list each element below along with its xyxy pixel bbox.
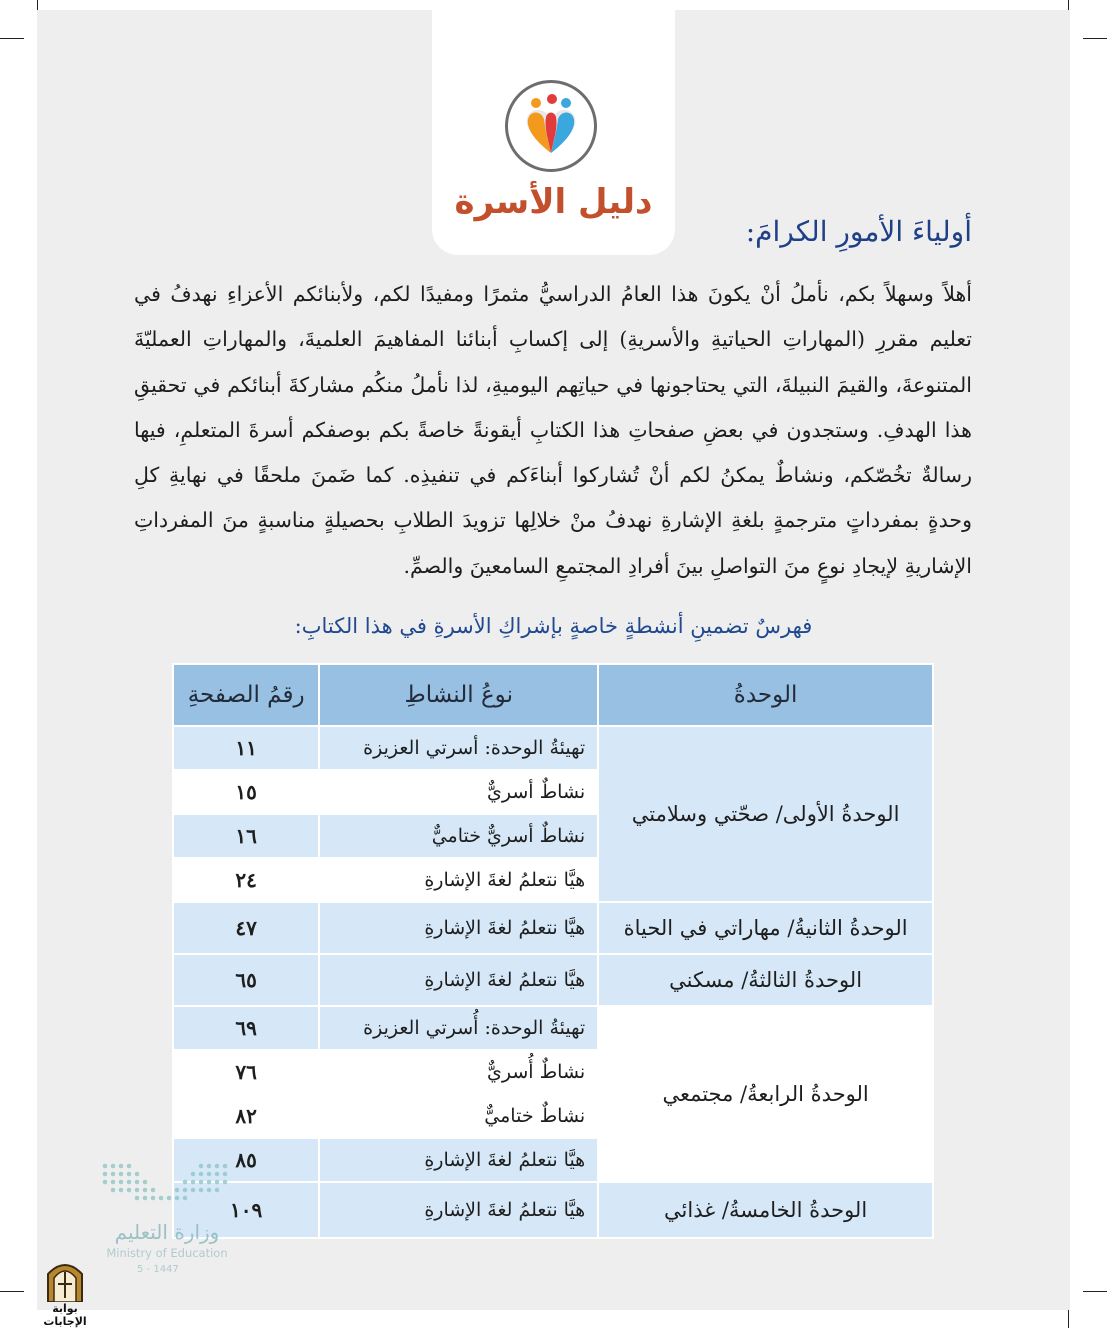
page-number: ٨٥	[173, 1138, 319, 1182]
activity-type: نشاطٌ أُسريٌّ	[319, 1050, 598, 1094]
activity-column-header: نوعُ النشاطِ	[319, 664, 598, 726]
activity-type: هيَّا نتعلمُ لغةَ الإشارةِ	[319, 1138, 598, 1182]
index-title: فهرسٌ تضمينِ أنشطةٍ خاصةٍ بإشراكِ الأسرةِ في هذا الكتابِ:	[294, 614, 813, 638]
table-row	[173, 902, 933, 954]
ministry-watermark	[97, 1160, 237, 1280]
family-hearts-icon	[505, 80, 597, 172]
unit-name: الوحدةُ الثالثةُ/ مسكني	[598, 954, 933, 1006]
unit-name: الوحدةُ الخامسةُ/ غذائي	[598, 1182, 933, 1238]
page-number: ٦٩	[173, 1006, 319, 1050]
unit-name: الوحدةُ الرابعةُ/ مجتمعي	[598, 1006, 933, 1182]
activity-type: نشاطٌ ختاميٌّ	[319, 1094, 598, 1138]
page-column-header: رقمُ الصفحةِ	[173, 664, 319, 726]
page-number: ٨٢	[173, 1094, 319, 1138]
answers-portal-logo	[30, 1258, 100, 1328]
table-row	[173, 1182, 933, 1238]
activity-type: تهيئةُ الوحدة: أُسرتي العزيزة	[319, 1006, 598, 1050]
page-number: ٤٧	[173, 902, 319, 954]
table-row	[173, 1006, 933, 1050]
table-row	[173, 954, 933, 1006]
activities-table	[172, 663, 934, 1239]
guide-title: دليل الأسرة	[454, 182, 653, 222]
ministry-name-english: Ministry of Education	[106, 1246, 228, 1260]
page-number: ٧٦	[173, 1050, 319, 1094]
page-number: ١٠٩	[173, 1182, 319, 1238]
unit-name: الوحدةُ الأولى/ صحّتي وسلامتي	[598, 726, 933, 902]
crop-mark	[0, 1291, 24, 1292]
activity-type: هيَّا نتعلمُ لغةَ الإشارةِ	[319, 1182, 598, 1238]
table-header-row	[173, 664, 933, 726]
page-number: ٦٥	[173, 954, 319, 1006]
greeting-heading: أولياءَ الأمورِ الكرامَ:	[745, 215, 972, 248]
crop-mark	[0, 38, 24, 39]
page-number: ٢٤	[173, 858, 319, 902]
book-page	[37, 10, 1070, 1310]
activity-type: نشاطٌ أسريٌّ ختاميٌّ	[319, 814, 598, 858]
portal-label: بوابة الإجابات	[43, 1302, 87, 1328]
table-row	[173, 726, 933, 770]
ministry-dots-icon	[97, 1160, 237, 1205]
activity-type: هيَّا نتعلمُ لغةَ الإشارةِ	[319, 858, 598, 902]
unit-column-header: الوحدةُ	[598, 664, 933, 726]
activity-type: تهيئةُ الوحدة: أسرتي العزيزة	[319, 726, 598, 770]
intro-paragraph: أهلاً وسهلاً بكم، نأملُ أنْ يكونَ هذا العامُ الدراسيُّ مثمرًا ومفيدًا لكم، ولأبنائكم الأعزاءِ نهدفُ في تعليم مقررِ (المهاراتِ الحياتيةِ والأسريةِ) إلى إكسابِ أبنائنا المفاهيمَ العلميةَ، والمهاراتِ العمليّةَ المتنوعةَ، والقيمَ النبيلةَ، التي يحتاجونها في حياتِهم اليوميةِ، لذا نأملُ منكُم مشاركةَ أبنائكم في تحقيقِ هذا الهدفِ. وستجدون في بعضِ صفحاتِ هذا الكتابِ أيقونةً خاصةً بكم بوصفكم أسرةَ المتعلمِ، فيها رسالةٌ تخُصّكم، ونشاطٌ يمكنُ لكم أنْ تُشاركوا أبناءَكم في تنفيذِه. كما ضَمنَ ملحقًا في نهايةِ كلِ وحدةٍ بمفرداتٍ مترجمةٍ بلغةِ الإشارةِ نهدفُ منْ خلالِها تزويدَ الطلابِ بحصيلةٍ مناسبةٍ منَ المفرداتِ الإشاريةِ لإيجادِ نوعٍ منَ التواصلِ بينَ أفرادِ المجتمعِ السامعينَ والصمِّ.	[134, 282, 972, 578]
page-number: ١١	[173, 726, 319, 770]
ministry-name-arabic: وزارة التعليم	[114, 1220, 220, 1244]
portal-arch-icon	[30, 1258, 100, 1302]
activity-type: هيَّا نتعلمُ لغةَ الإشارةِ	[319, 954, 598, 1006]
crop-mark	[1083, 1291, 1107, 1292]
activity-type: هيَّا نتعلمُ لغةَ الإشارةِ	[319, 902, 598, 954]
header-tab	[432, 10, 675, 255]
ministry-year: 5 - 1447	[137, 1264, 179, 1275]
crop-mark	[1083, 38, 1107, 39]
activity-type: نشاطٌ أسريٌّ	[319, 770, 598, 814]
page-number: ١٥	[173, 770, 319, 814]
page-number: ١٦	[173, 814, 319, 858]
unit-name: الوحدةُ الثانيةُ/ مهاراتي في الحياة	[598, 902, 933, 954]
